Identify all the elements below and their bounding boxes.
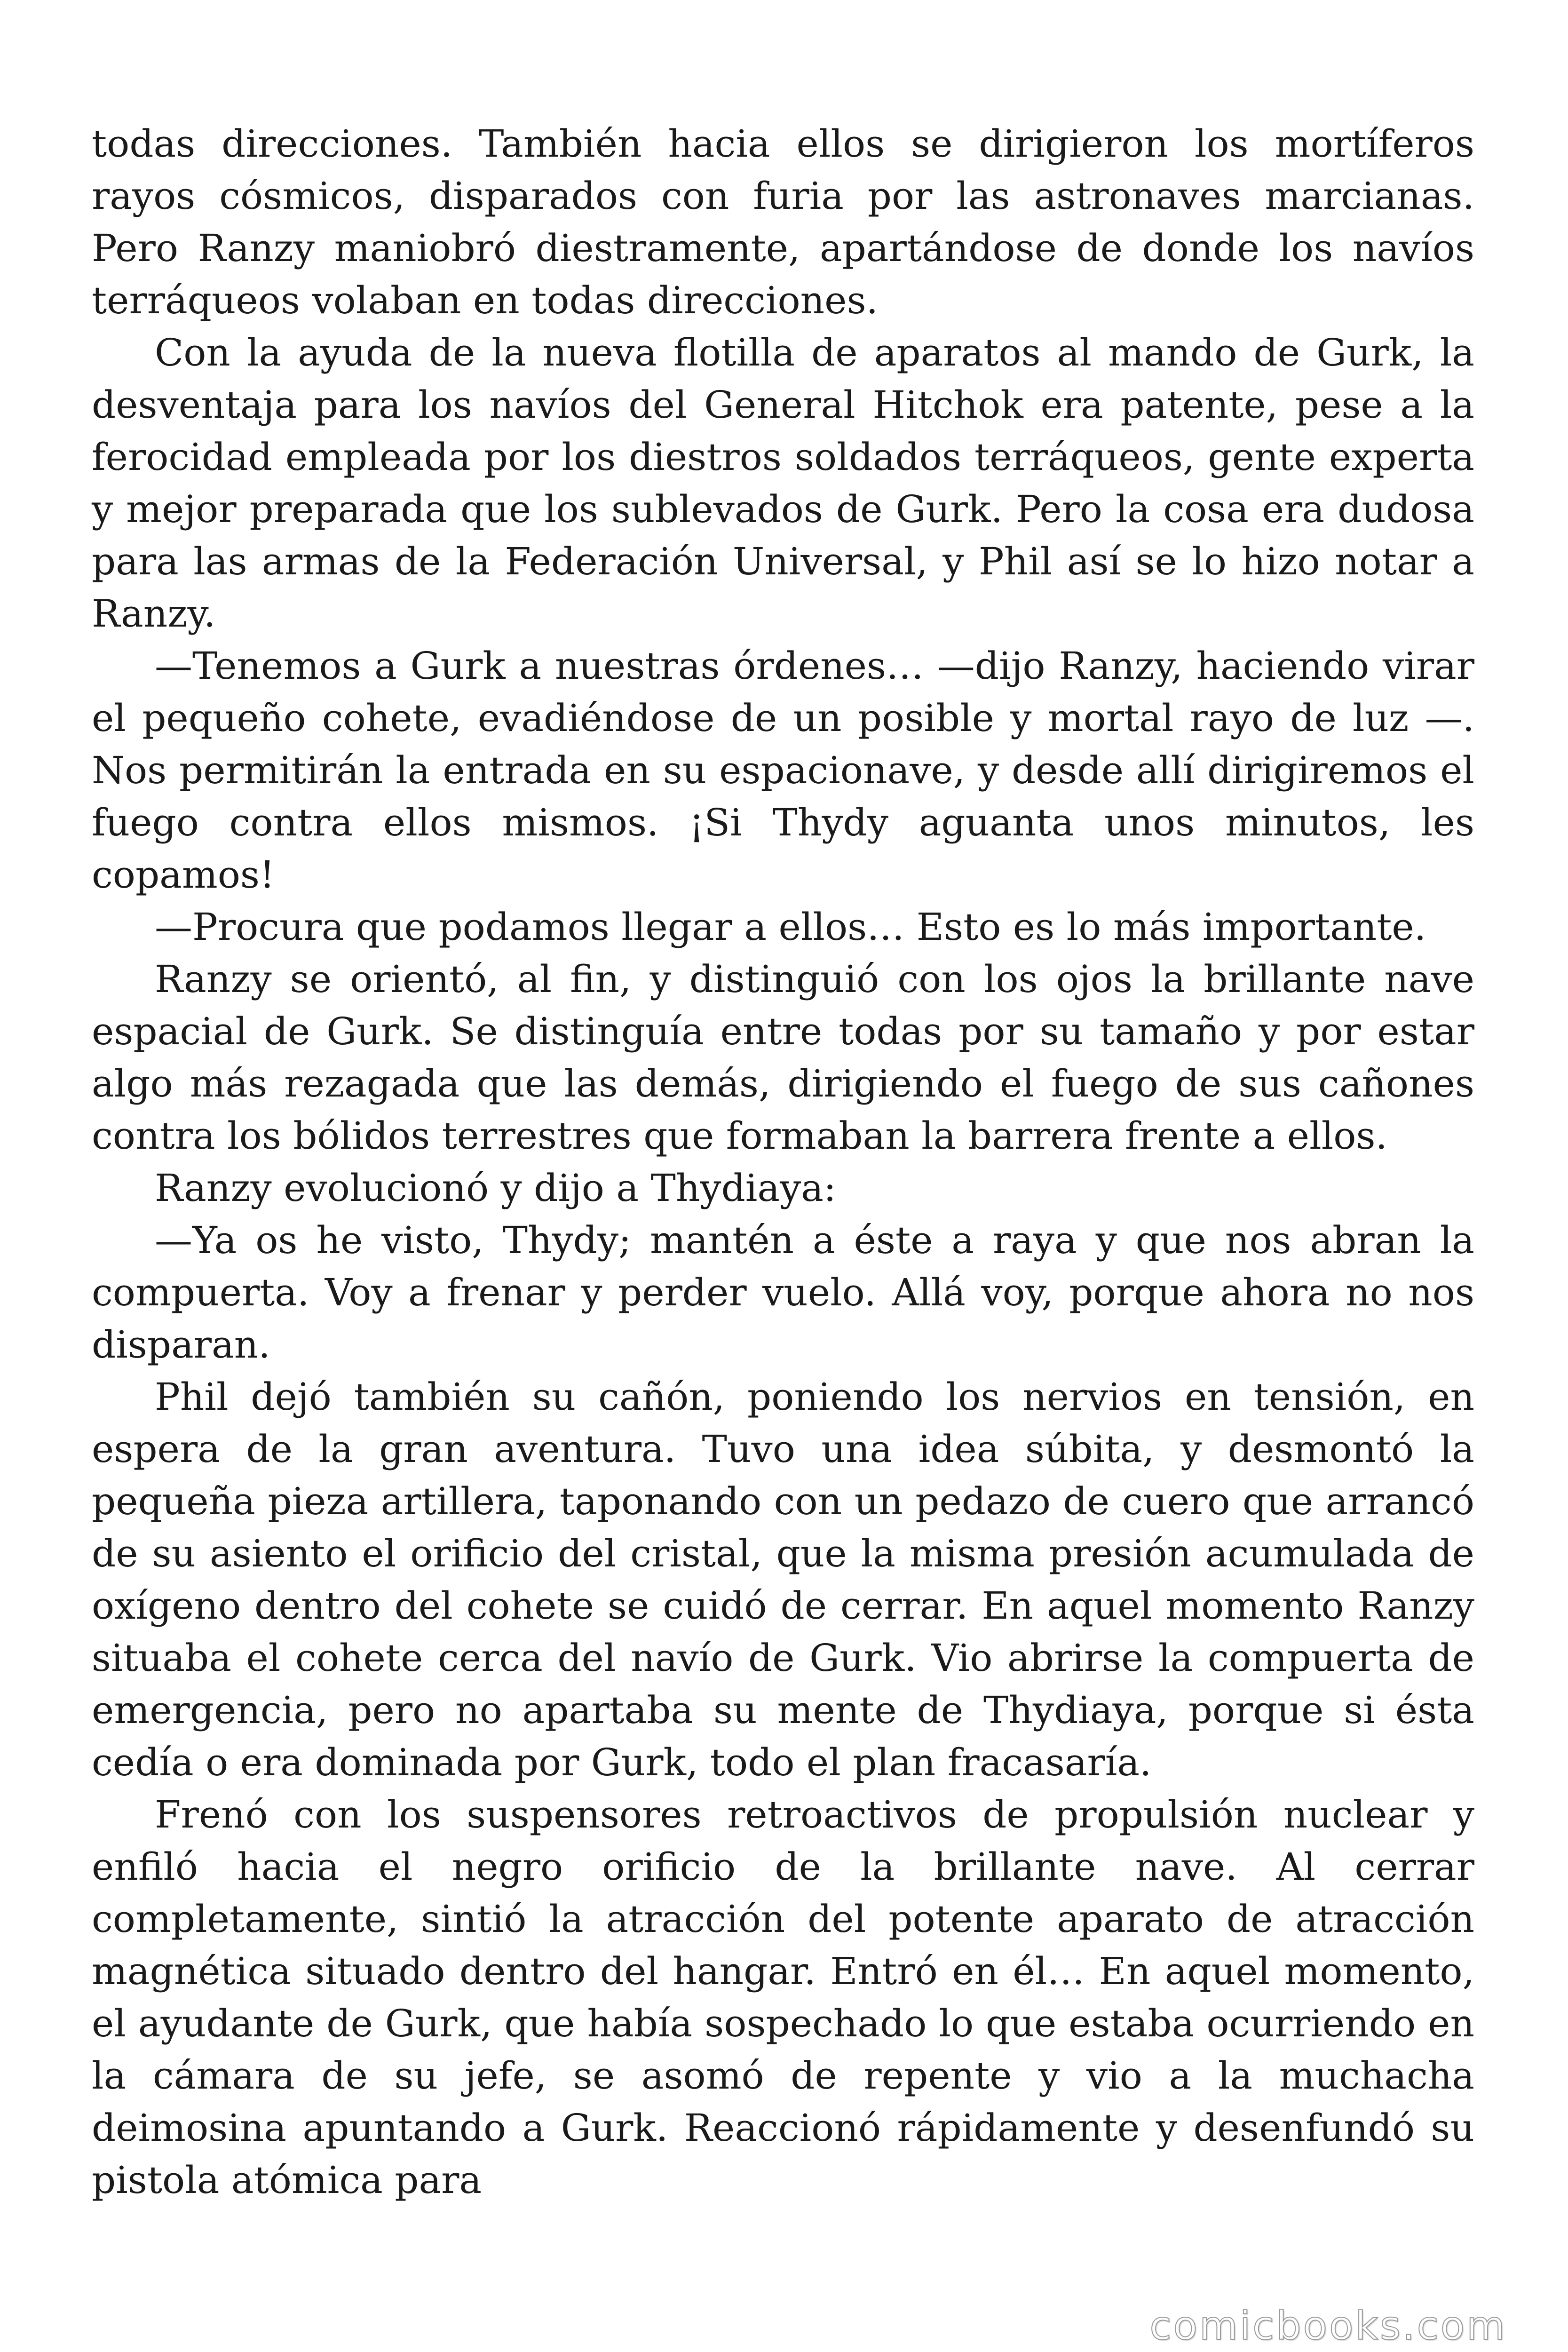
watermark: comicbooks.com: [1149, 2303, 1507, 2349]
paragraph-3: —Tenemos a Gurk a nuestras órdenes… —dijo Ranzy, haciendo virar el pequeño cohete, evadiéndose de un posible y mortal rayo de luz —. Nos permitirán la entrada en su espacionave, y desde allí dirigiremos el fuego contra ellos mismos. ¡Si Thydy aguanta unos minutos, les copamos!: [92, 644, 1474, 897]
paragraph-7: —Ya os he visto, Thydy; mantén a éste a raya y que nos abran la compuerta. Voy a frenar y perder vuelo. Allá voy, porque ahora no nos disparan.: [92, 1218, 1474, 1367]
paragraph-8: Phil dejó también su cañón, poniendo los nervios en tensión, en espera de la gran aventura. Tuvo una idea súbita, y desmontó la pequeña pieza artillera, taponando con un pedazo de cuero que arrancó de su asiento el orificio del cristal, que la misma presión acumulada de oxígeno dentro del cohete se cuidó de cerrar. En aquel momento Ranzy situaba el cohete cerca del navío de Gurk. Vio abrirse la compuerta de emergencia, pero no apartaba su mente de Thydiaya, porque si ésta cedía o era dominada por Gurk, todo el plan fracasaría.: [92, 1375, 1474, 1784]
paragraph-6: Ranzy evolucionó y dijo a Thydiaya:: [155, 1166, 836, 1210]
paragraph-2: Con la ayuda de la nueva flotilla de aparatos al mando de Gurk, la desventaja para los navíos del General Hitchok era patente, pese a la ferocidad empleada por los diestros soldados terráqueos, gente experta y mejor preparada que los sublevados de Gurk. Pero la cosa era dudosa para las armas de la Federación Universal, y Phil así se lo hizo notar a Ranzy.: [92, 331, 1474, 636]
paragraph-1: todas direcciones. También hacia ellos se dirigieron los mortíferos rayos cósmicos, disparados con furia por las astronaves marcianas. Pero Ranzy maniobró diestramente, apartándose de donde los navíos terráqueos volaban en todas direcciones.: [92, 122, 1474, 322]
paragraph-9: Frenó con los suspensores retroactivos de propulsión nuclear y enfiló hacia el negro orificio de la brillante nave. Al cerrar completamente, sintió la atracción del potente aparato de atracción magnética situado dentro del hangar. Entró en él… En aquel momento, el ayudante de Gurk, que había sospechado lo que estaba ocurriendo en la cámara de su jefe, se asomó de repente y vio a la muchacha deimosina apuntando a Gurk. Reaccionó rápidamente y desenfundó su pistola atómica para: [92, 1793, 1474, 2202]
paragraph-5: Ranzy se orientó, al fin, y distinguió con los ojos la brillante nave espacial de Gurk. Se distinguía entre todas por su tamaño y por estar algo más rezagada que las demás, dirigiendo el fuego de sus cañones contra los bólidos terrestres que formaban la barrera frente a ellos.: [92, 957, 1474, 1158]
page-body: [92, 118, 1474, 2206]
paragraph-4: —Procura que podamos llegar a ellos… Esto es lo más importante.: [155, 905, 1426, 949]
